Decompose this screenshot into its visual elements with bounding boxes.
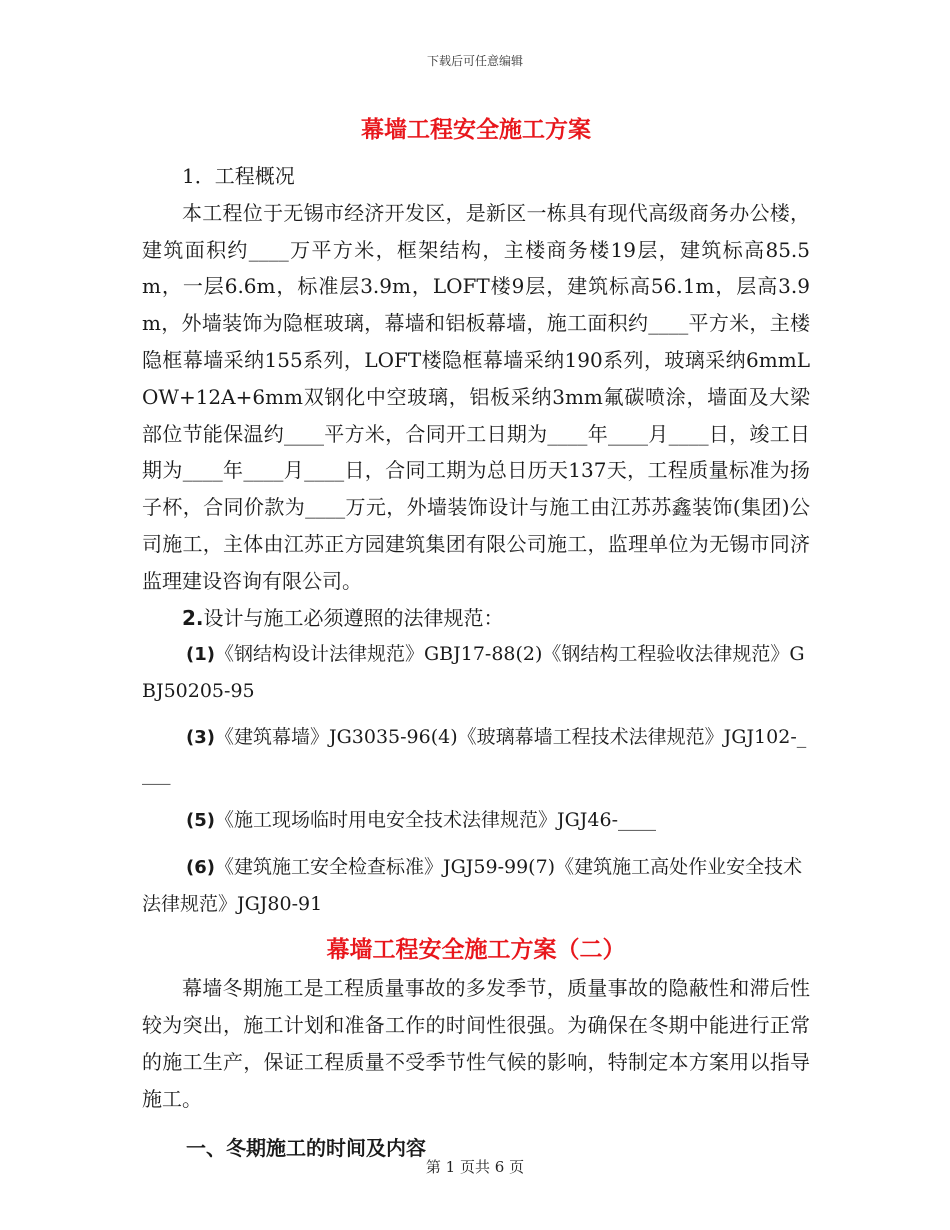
document-subtitle: 幕墙工程安全施工方案（二） [326,936,626,964]
standard-text: 《建筑幕墙》JG3035-96(4)《玻璃幕墙工程技术法律规范》JGJ102-____ [142,726,807,786]
section-1-paragraph: 本工程位于无锡市经济开发区，是新区一栋具有现代高级商务办公楼，建筑面积约____万平方米，框架结构，主楼商务楼19层，建筑标高85.5m，一层6.6m，标准层3.9m，LOFT楼9层，建筑标高56.1m，层高3.9m，外墙装饰为隐框玻璃，幕墙和铝板幕墙，施工面积约____平方米，主楼隐框幕墙采纳155系列，LOFT楼隐框幕墙采纳190系列，玻璃采纳6mmLOW+12A+6mm双钢化中空玻璃，铝板采纳3mm氟碳喷涂，墙面及大梁部位节能保温约____平方米，合同开工日期为____年____月____日，竣工日期为____年____月____日，合同工期为总日历天137天，工程质量标准为扬子杯，合同价款为____万元，外墙装饰设计与施工由江苏苏鑫装饰(集团)公司施工，主体由江苏正方园建筑集团有限公司施工，监理单位为无锡市同济监理建设咨询有限公司。 [142,200,810,593]
standard-item [142,802,810,839]
section-2-heading-text: 设计与施工必须遵照的法律规范： [203,605,504,630]
page-footer: 第 1 页共 6 页 [425,1158,525,1176]
standard-text: 《钢结构设计法律规范》GBJ17-88(2)《钢结构工程验收法律规范》GBJ50205-95 [142,643,805,703]
document-body [142,112,810,1166]
standard-item [142,849,810,922]
part-2-paragraph: 幕墙冬期施工是工程质量事故的多发季节，质量事故的隐蔽性和滞后性较为突出，施工计划和准备工作的时间性很强。为确保在冬期中能进行正常的施工生产，保证工程质量不受季节性气候的影响，特制定本方案用以指导施工。 [142,976,810,1111]
document-title: 幕墙工程安全施工方案 [361,116,591,143]
page-header: 下载后可任意编辑 [426,54,523,68]
standard-number: (6) [186,857,215,879]
part-2-heading: 一、冬期施工的时间及内容 [186,1135,426,1160]
standard-number: (5) [186,810,215,832]
section-2-number: 2. [182,605,204,630]
standard-item [142,636,810,709]
standard-text: 《施工现场临时用电安全技术法律规范》JGJ46-____ [214,809,656,832]
standard-number: (1) [186,644,215,666]
section-2-heading [142,600,810,637]
standard-item [142,719,810,792]
standard-number: (3) [186,727,215,749]
section-1-heading: 1．工程概况 [182,164,295,188]
standard-text: 《建筑施工安全检查标准》JGJ59-99(7)《建筑施工高处作业安全技术法律规范》JGJ80-91 [142,856,803,916]
standards-list [142,636,810,922]
